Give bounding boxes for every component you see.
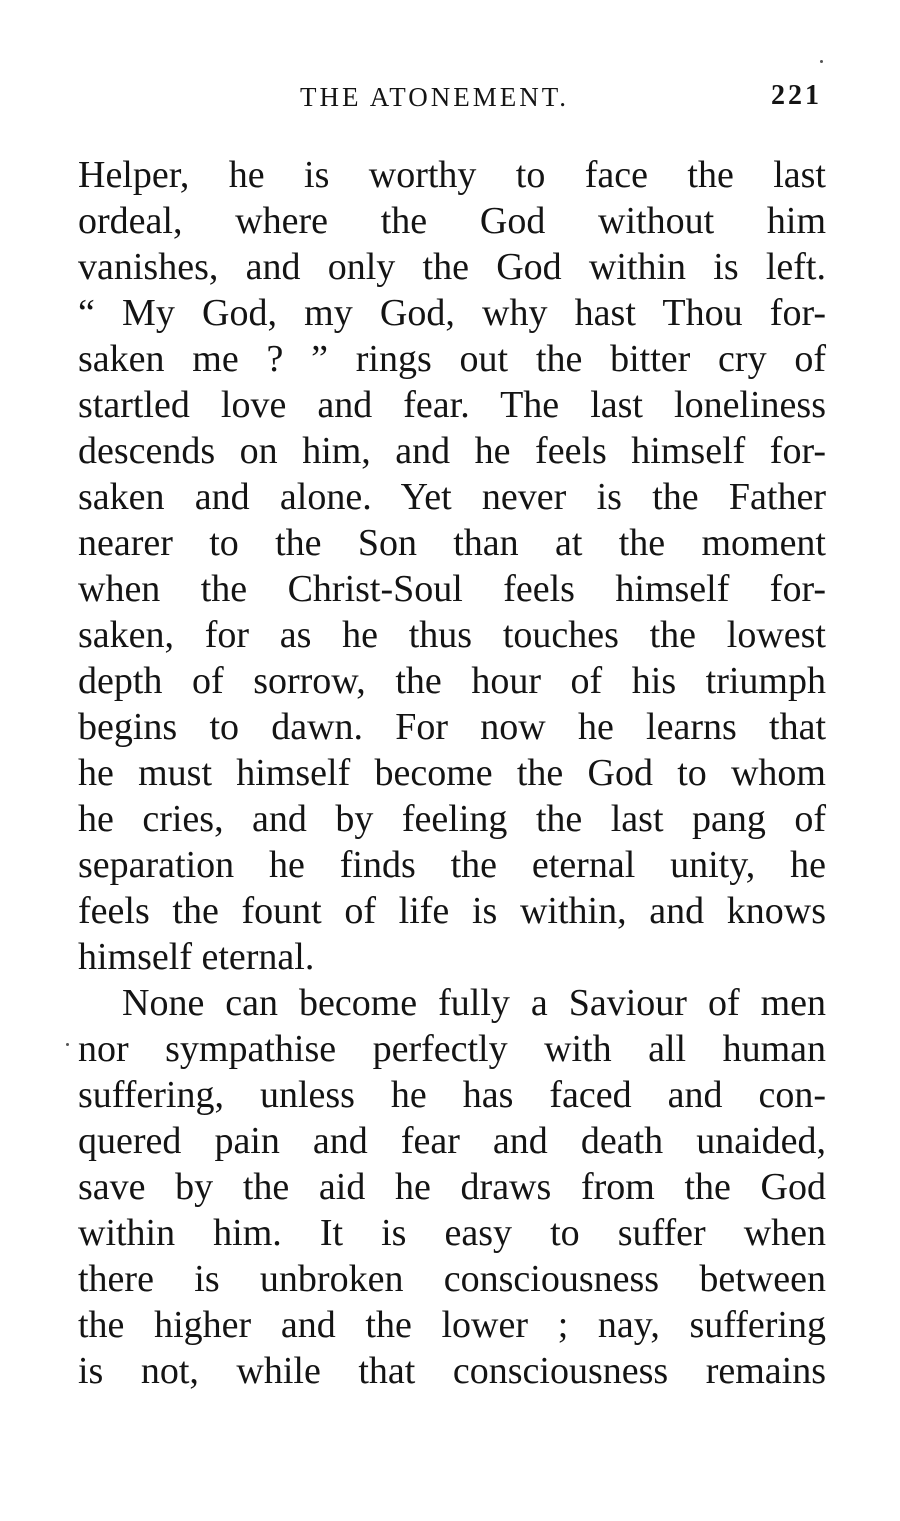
body-text	[78, 152, 826, 1394]
text-line: begins to dawn. For now he learns that	[78, 706, 826, 748]
text-line: saken me ? ” rings out the bitter cry of	[78, 338, 826, 380]
text-line: nor sympathise perfectly with all human	[78, 1028, 826, 1070]
text-line: the higher and the lower ; nay, suffering	[78, 1304, 826, 1346]
text-line: depth of sorrow, the hour of his triumph	[78, 660, 826, 702]
text-line: None can become fully a Saviour of men	[122, 982, 826, 1024]
text-line: quered pain and fear and death unaided,	[78, 1120, 826, 1162]
page-number: 221	[771, 80, 822, 111]
text-line: “ My God, my God, why hast Thou for-	[78, 292, 826, 334]
paper-speck	[820, 60, 823, 63]
text-line: within him. It is easy to suffer when	[78, 1212, 826, 1254]
paper-speck	[66, 1043, 69, 1046]
paragraph	[78, 980, 826, 1394]
running-title: THE ATONEMENT.	[300, 82, 569, 112]
paragraph	[78, 152, 826, 980]
text-line: saken, for as he thus touches the lowest	[78, 614, 826, 656]
text-line: descends on him, and he feels himself for-	[78, 430, 826, 472]
text-line: separation he finds the eternal unity, he	[78, 844, 826, 886]
text-line: he cries, and by feeling the last pang of	[78, 798, 826, 840]
text-line: Helper, he is worthy to face the last	[78, 154, 826, 196]
text-line: nearer to the Son than at the moment	[78, 522, 826, 564]
text-line: he must himself become the God to whom	[78, 752, 826, 794]
text-line: vanishes, and only the God within is left.	[78, 246, 826, 288]
text-line: saken and alone. Yet never is the Father	[78, 476, 826, 518]
text-line: himself eternal.	[78, 936, 315, 978]
text-line: startled love and fear. The last loneliness	[78, 384, 826, 426]
text-line: save by the aid he draws from the God	[78, 1166, 826, 1208]
text-line: is not, while that consciousness remains	[78, 1350, 826, 1392]
text-line: suffering, unless he has faced and con-	[78, 1074, 826, 1116]
text-line: there is unbroken consciousness between	[78, 1258, 826, 1300]
text-line: feels the fount of life is within, and knows	[78, 890, 826, 932]
text-line: when the Christ-Soul feels himself for-	[78, 568, 826, 610]
text-line: ordeal, where the God without him	[78, 200, 826, 242]
